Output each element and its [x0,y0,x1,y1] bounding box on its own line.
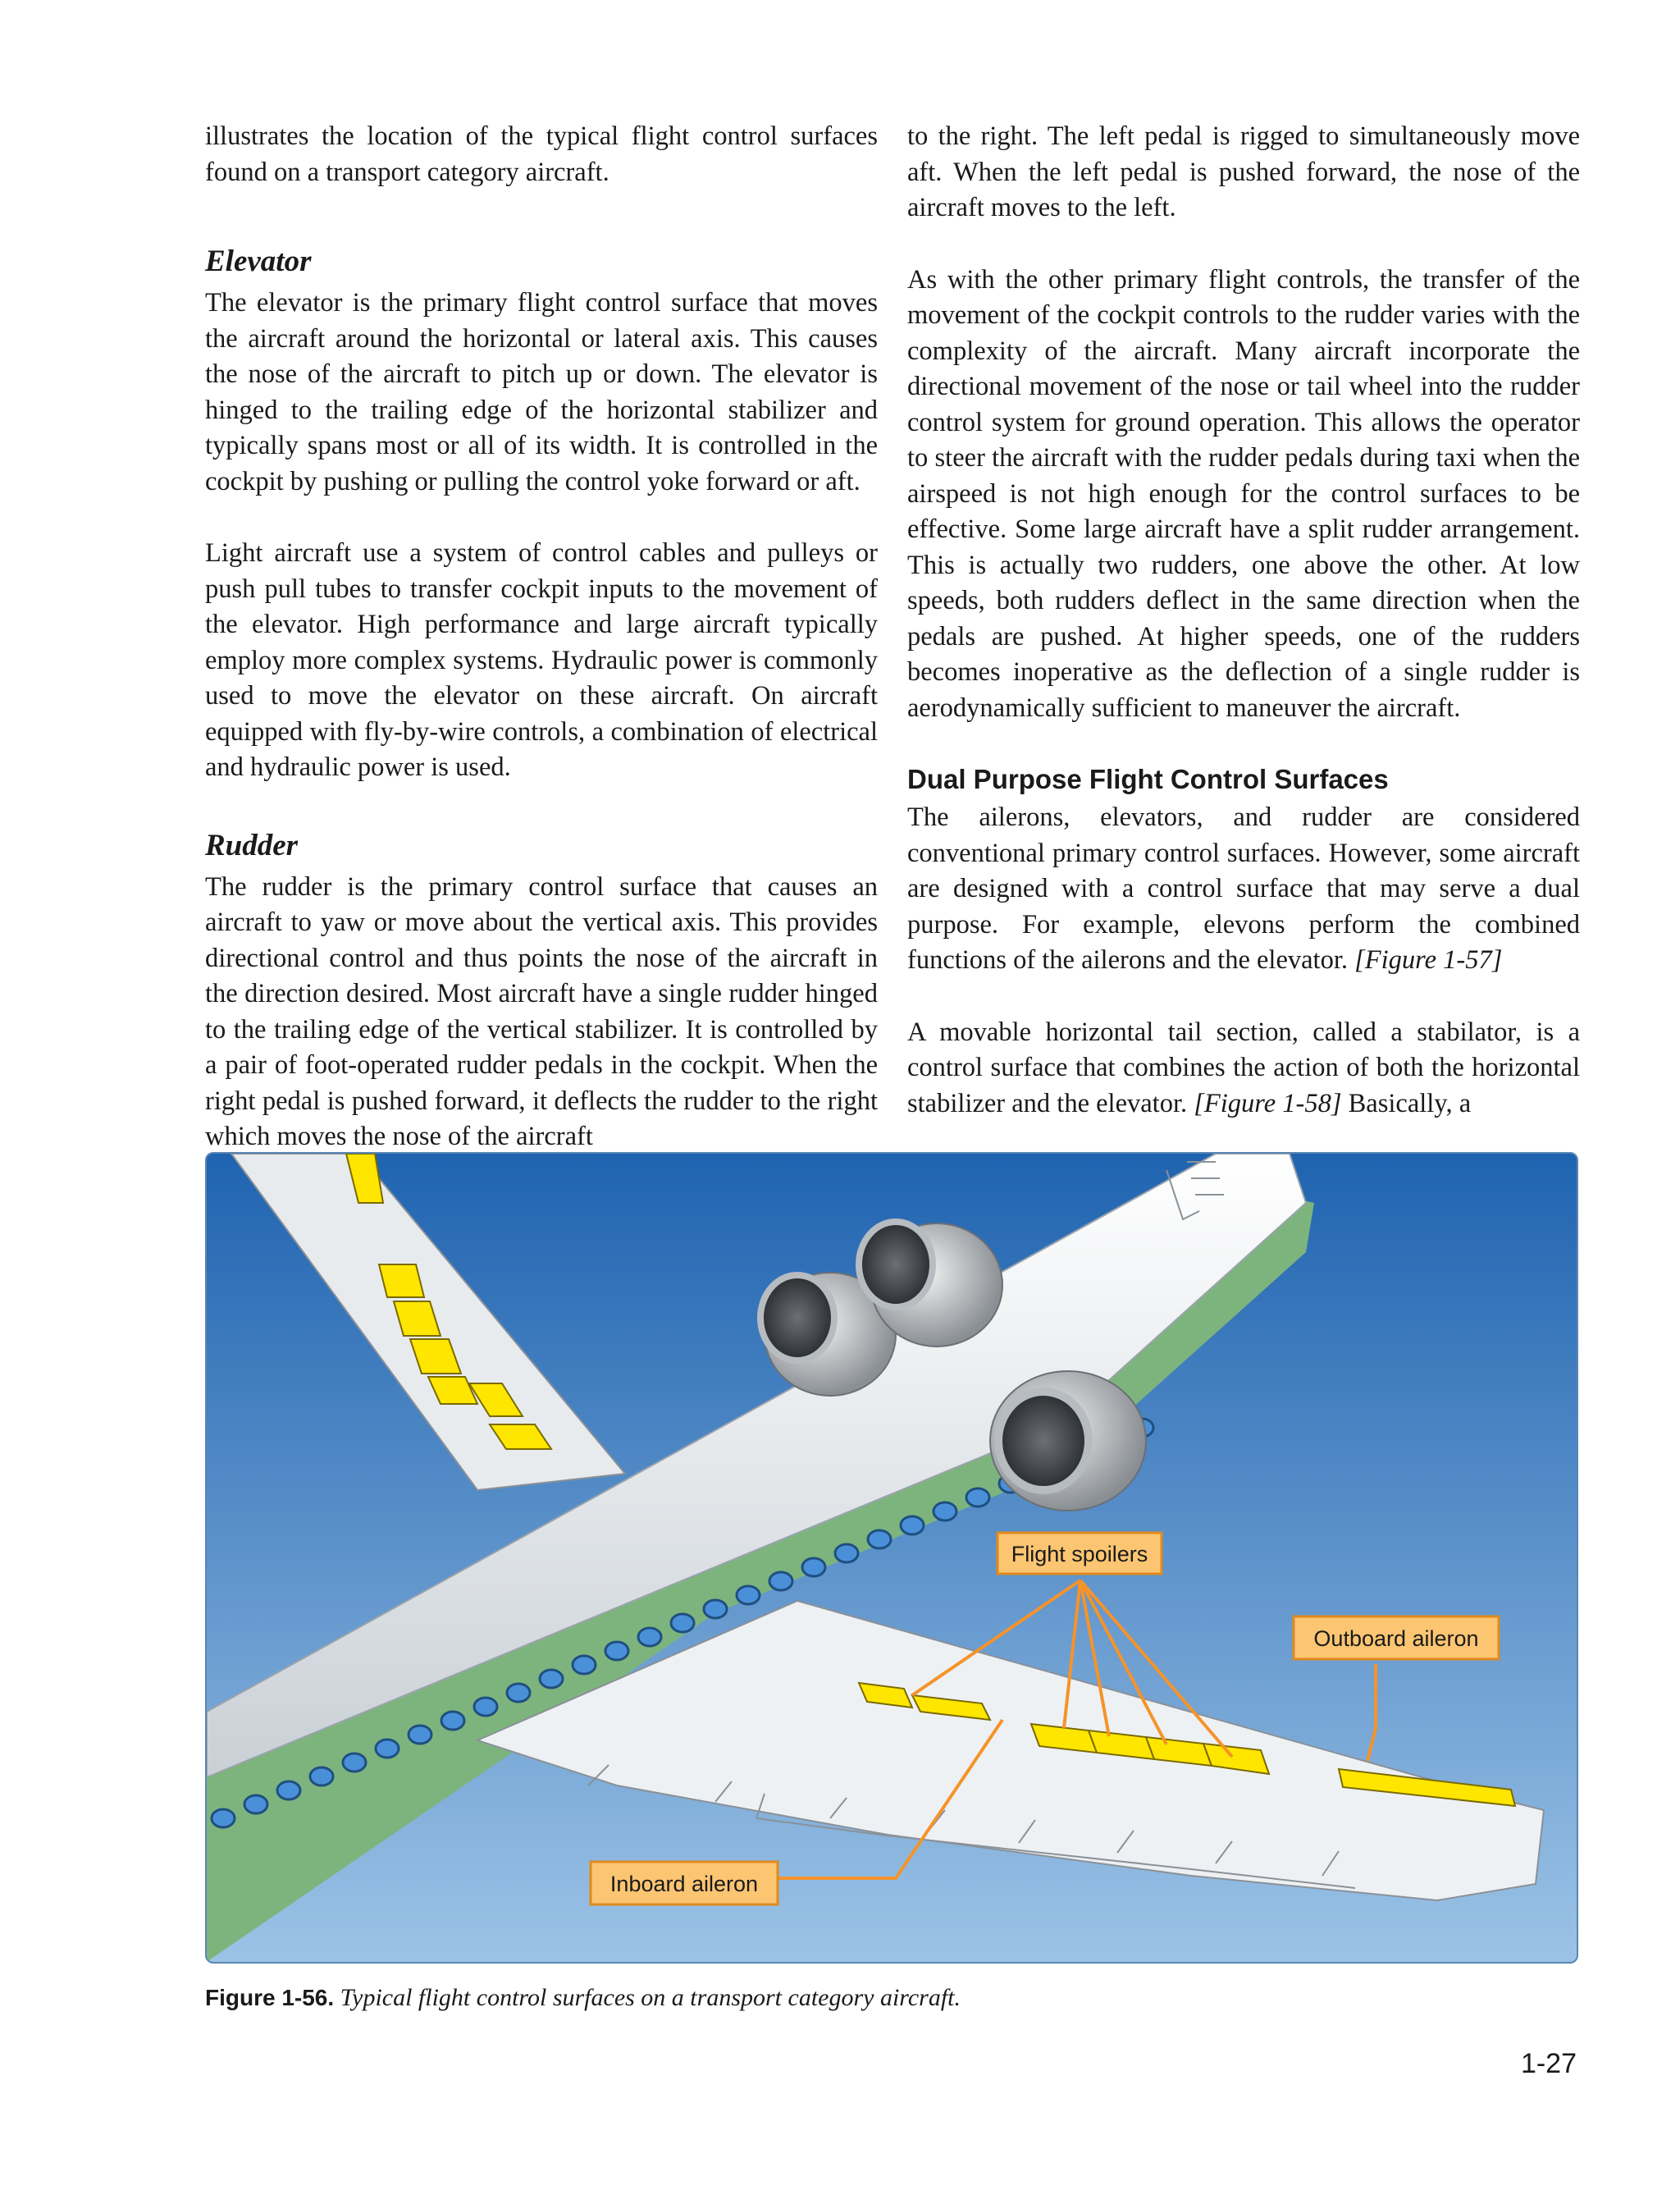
dual-purpose-heading: Dual Purpose Flight Control Surfaces [907,764,1389,794]
rudder-heading: Rudder [205,828,299,862]
figure-reference-1-58: [Figure 1-58] [1194,1088,1342,1118]
aircraft-figure [205,1152,1578,1964]
elevator-heading: Elevator [205,245,312,278]
dual-purpose-paragraph-2 [907,1015,1580,1122]
flight-spoilers-label-text: Flight spoilers [1011,1542,1148,1566]
dual-purpose-p2-text: A movable horizontal tail section, called a stabilator, is a control surface that combines the action of both the horizontal stabilizer and the elevator. [907,1017,1580,1118]
left-column [205,119,878,1155]
intro-paragraph: illustrates the location of the typical flight control surfaces found on a transport category aircraft. [205,121,878,187]
figure-caption-text: Typical flight control surfaces on a transport category aircraft. [340,1984,961,2011]
inboard-aileron-label-text: Inboard aileron [609,1872,759,1896]
outboard-aileron-label [1294,1616,1499,1659]
right-column [907,119,1580,1122]
rudder-paragraph-2: As with the other primary flight controls, the transfer of the movement of the cockpit controls to the rudder varies with the complexity of the aircraft. Many aircraft incorporate the directional movement of the nose or tail wheel into the rudder control system for ground operation. This allows the operator to steer the aircraft with the rudder pedals during taxi when the airspeed is not high enough for the control surfaces to be effective. Some large aircraft have a split rudder arrangement. This is actually two rudders, one above the other. At low speeds, both rudders deflect in the same direction when the pedals are pushed. At higher speeds, one of the rudders becomes inoperative as the deflection of a single rudder is aerodynamically sufficient to maneuver the aircraft. [907,264,1580,723]
rudder-continuation-paragraph: to the right. The left pedal is rigged to simultaneously move aft. When the left pedal is pushed forward, the nose of the aircraft moves to the left. [907,121,1580,222]
inboard-aileron-label [591,1862,778,1904]
dual-purpose-p2-tail: Basically, a [1348,1088,1472,1118]
figure-reference-1-57: [Figure 1-57] [1354,945,1503,975]
elevator-paragraph-2: Light aircraft use a system of control cables and pulleys or push pull tubes to transfer cockpit inputs to the movement of the elevator. High performance and large aircraft typically employ more complex systems. Hydraulic power is commonly used to move the elevator on these aircraft. On aircraft equipped with fly-by-wire controls, a combination of electrical and hydraulic power is used. [205,538,878,782]
figure-caption [205,1984,961,2012]
dual-purpose-paragraph-1 [907,800,1580,979]
engine-3 [990,1371,1146,1511]
page-number: 1-27 [1520,2048,1577,2079]
figure-caption-lead: Figure 1-56. [205,1985,335,2010]
elevator-paragraph-1: The elevator is the primary flight control surface that moves the aircraft around the horizontal or lateral axis. This causes the nose of the aircraft to pitch up or down. The elevator is hinged to the trailing edge of the horizontal stabilizer and typically spans most or all of its width. It is controlled in the cockpit by pushing or pulling the control yoke forward or aft. [205,288,878,496]
outboard-aileron-label-text: Outboard aileron [1313,1626,1479,1651]
rudder-paragraph-1: The rudder is the primary control surface that causes an aircraft to yaw or move about the vertical axis. This provides directional control and thus points the nose of the aircraft in the direction desired. Most aircraft have a single rudder hinged to the trailing edge of the vertical stabilizer. It is controlled by a pair of foot-operated rudder pedals in the cockpit. When the right pedal is pushed forward, it deflects the rudder to the right which moves the nose of the aircraft [205,871,878,1151]
aircraft-illustration [207,1154,1577,1962]
dual-purpose-p1-text: The ailerons, elevators, and rudder are considered conventional primary control surfaces. However, some aircraft are designed with a control surface that may serve a dual purpose. For example, elevons perform the combined functions of the ailerons and the elevator. [907,802,1580,975]
flight-spoilers-label [998,1533,1162,1574]
upper-wing-spoiler-1 [379,1264,424,1297]
